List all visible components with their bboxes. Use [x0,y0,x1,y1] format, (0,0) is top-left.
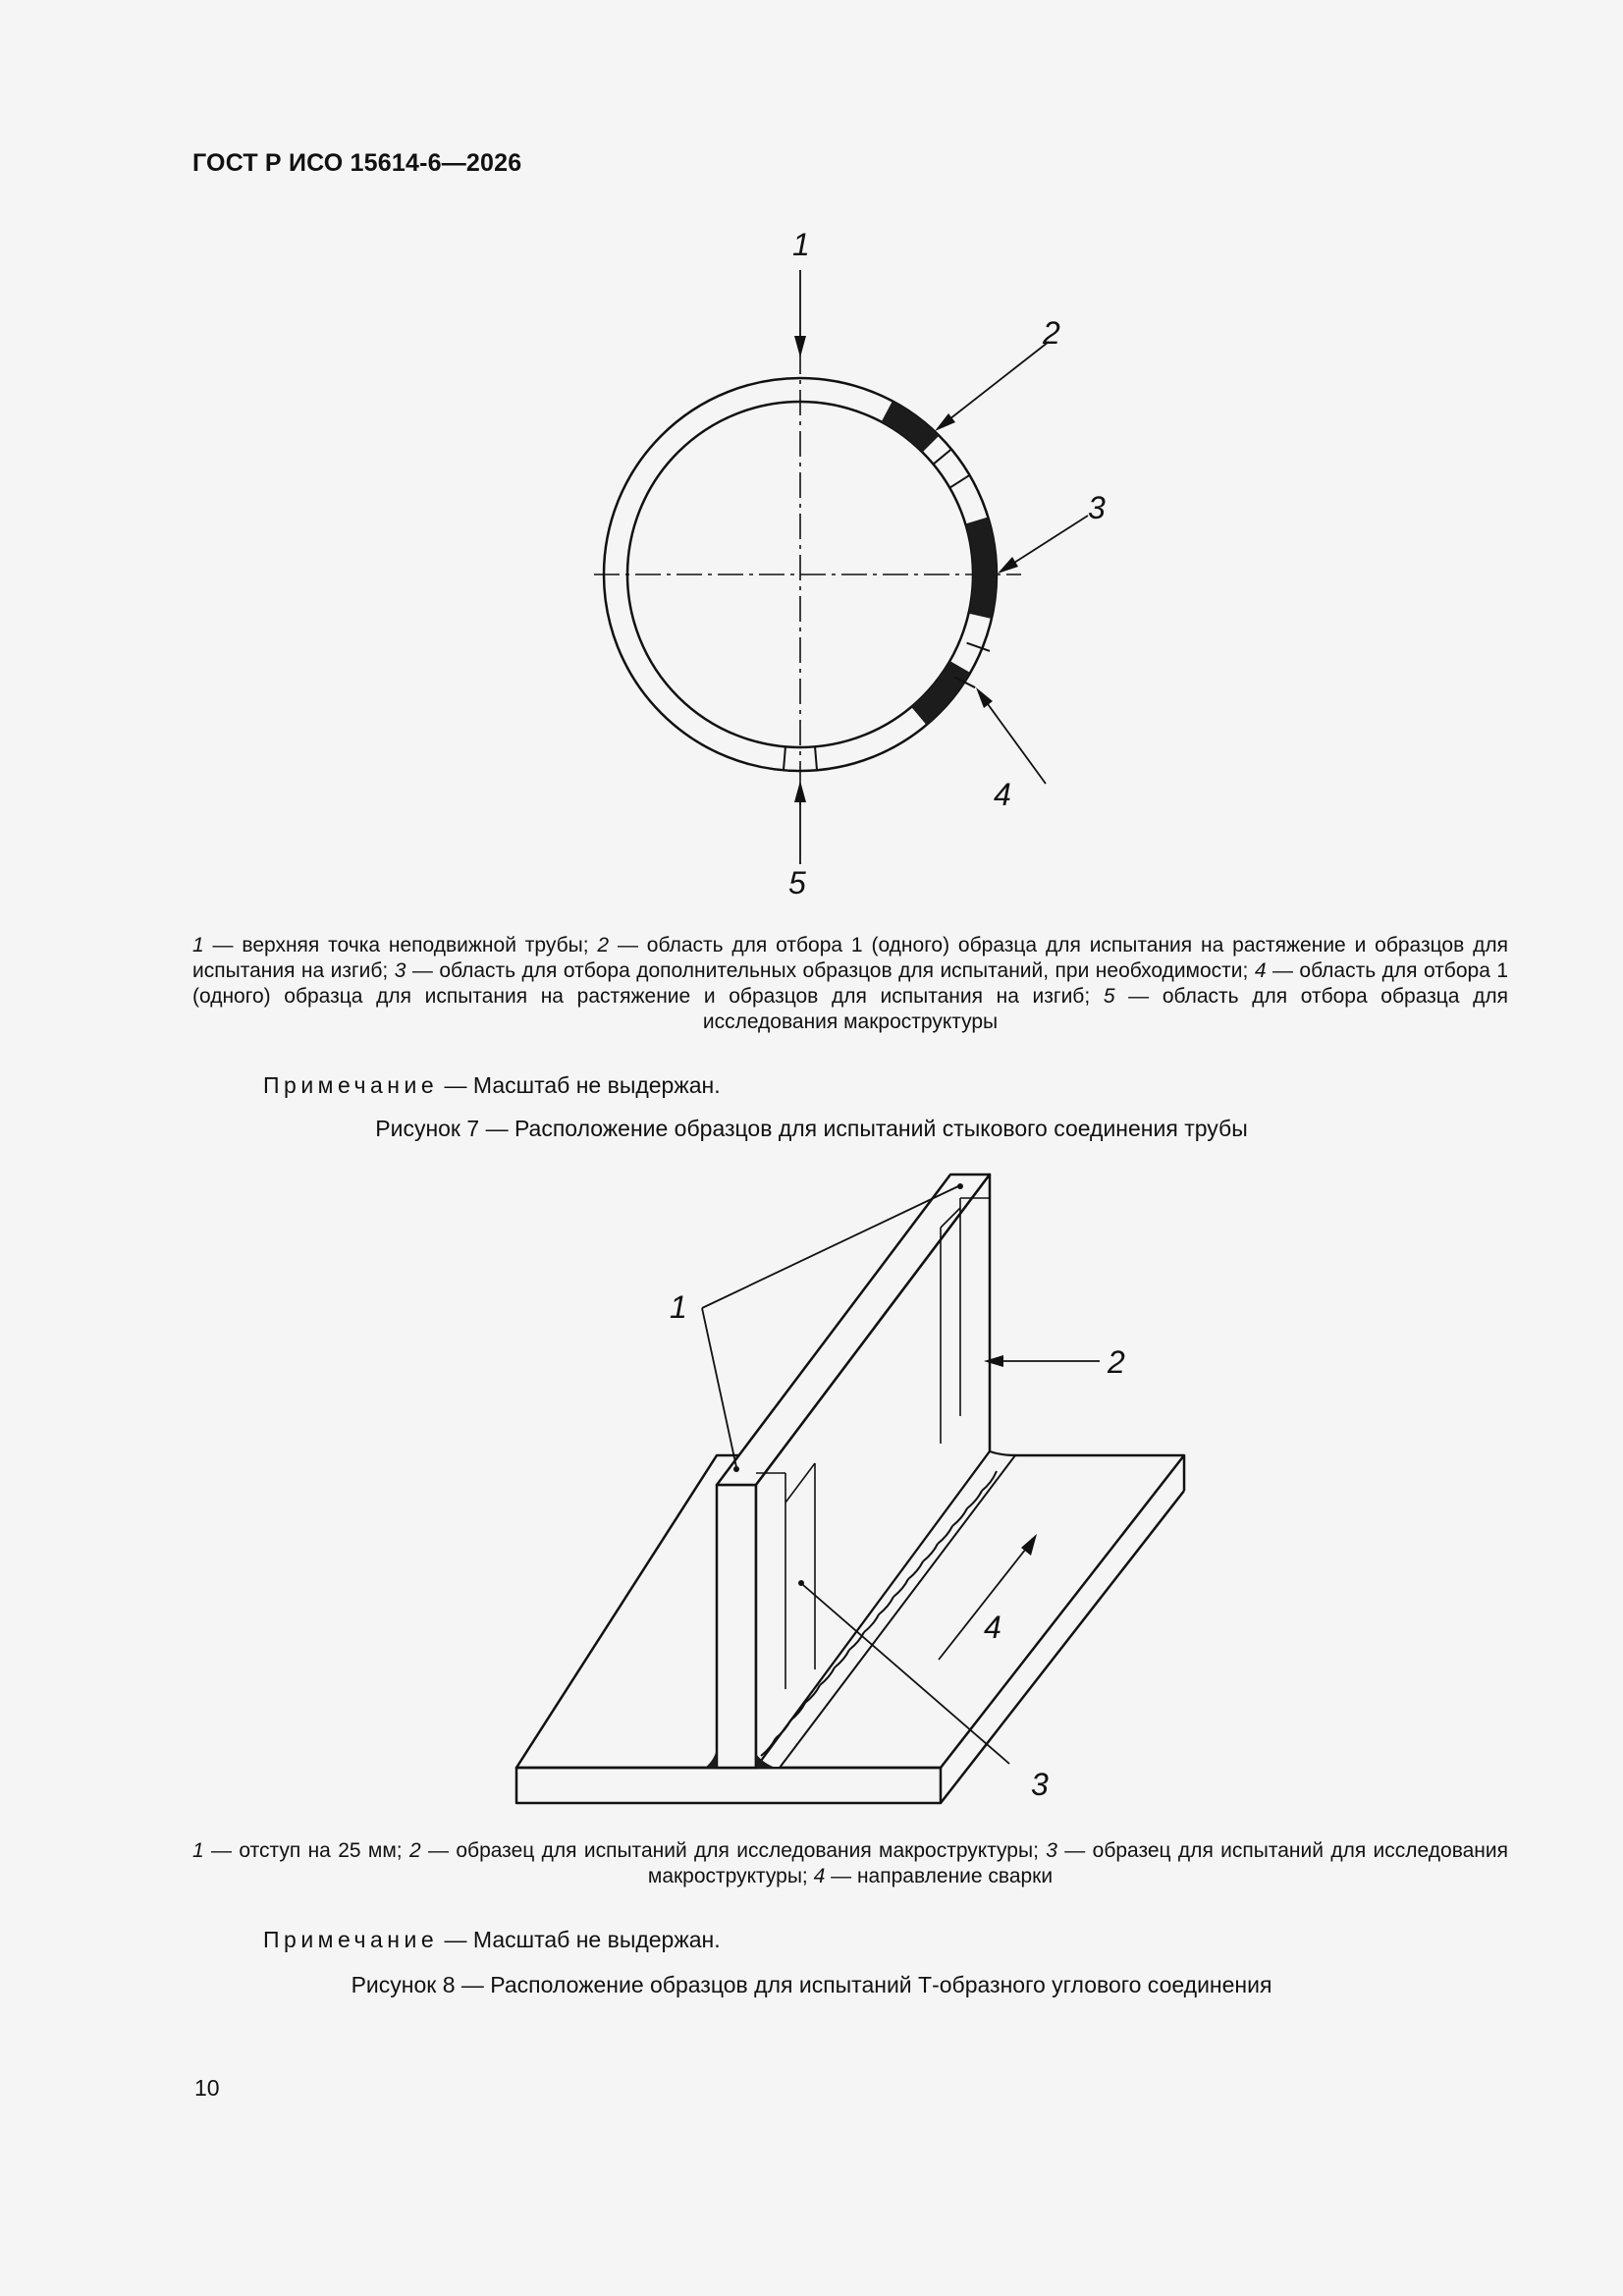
figure-7-note: Примечание — Масштаб не выдержан. [263,1072,721,1098]
fig8-callout-1: 1 [670,1289,687,1325]
fig7-callout-1: 1 [792,227,810,262]
fig8-callout-4: 4 [984,1610,1001,1645]
figure-7-caption: Рисунок 7 — Расположение образцов для испытаний стыкового соединения трубы [375,1116,1248,1141]
fig7-callout-3: 3 [1088,490,1106,525]
fig8-callout-2: 2 [1108,1344,1125,1380]
figure-8-caption: Рисунок 8 — Расположение образцов для испытаний Т-образного углового соединения [351,1972,1272,1997]
fig7-callout-4: 4 [994,777,1011,812]
region-4 [911,661,970,725]
web-front [717,1485,756,1768]
figure-8-legend: 1 — отступ на 25 мм; 2 — образец для испытаний для исследования макроструктуры; 3 — образец для испытаний для исследования макроструктуры; 4 — направление сварки [192,1839,1508,1887]
base-plate-front [516,1768,941,1803]
fig8-callout-3: 3 [1031,1767,1049,1802]
document-header: ГОСТ Р ИСО 15614-6—2026 [192,149,522,177]
figure-8-tjoint-diagram [491,1159,1237,1827]
web-right [756,1175,990,1768]
macro-region-right [815,746,817,770]
page-number: 10 [194,2075,220,2101]
figure-8-note: Примечание — Масштаб не выдержан. [263,1927,721,1952]
macro-region-left [784,746,785,770]
figure-7-pipe-diagram [550,216,1139,903]
fig7-callout-5: 5 [788,865,806,901]
fig7-callout-2: 2 [1043,315,1060,351]
figure-7-legend: 1 — верхняя точка неподвижной трубы; 2 — область для отбора 1 (одного) образца для испытания на растяжение и образцов для испытания на изгиб; 3 — область для отбора дополнительных образцов для испытаний, при необходимости; 4 — область для отбора 1 (одного) образца для испытания на растяжение и образцов для испытания на изгиб; 5 — область для отбора образца для исследования макроструктуры [192,934,1509,1033]
